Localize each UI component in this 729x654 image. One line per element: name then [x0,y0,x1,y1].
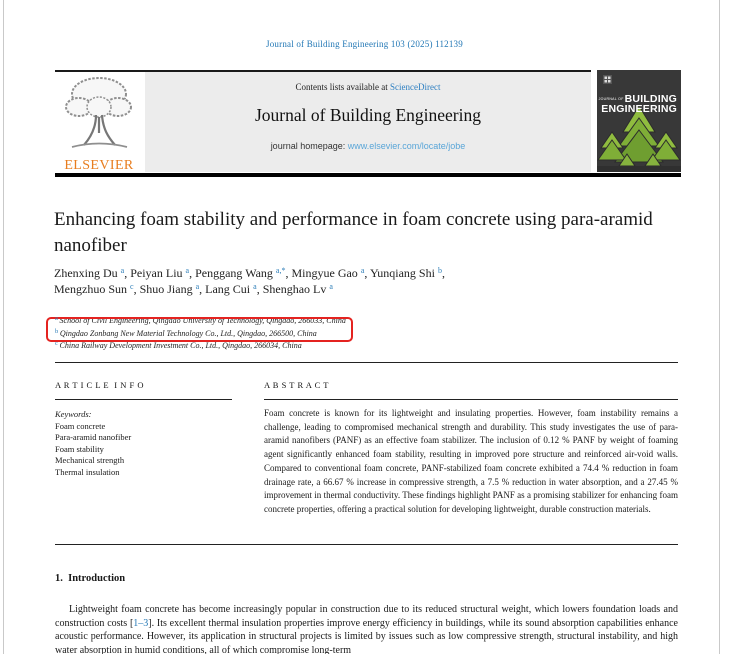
reference-citation-link[interactable]: 1–3 [133,617,149,629]
author-name: Shenghao Lv $^a$ [262,282,333,296]
author-name: Mengzhuo Sun $^c$, [54,282,137,296]
article-info-rule [55,399,232,400]
affiliation-mark: b [55,327,60,335]
section-heading-introduction: 1. Introduction [55,573,126,584]
paragraph-text: Lightweight foam concrete has become increasingly popular in construction due to its reduced structural weight, which lowers foundation loads and construction costs [ [55,604,678,629]
journal-title: Journal of Building Engineering [254,104,481,125]
keywords-list [55,421,232,479]
affiliation-highlighted: $^b$ Qingdao Zonbang New Material Technology Co., Ltd., Qingdao, 266500, China [55,327,317,338]
article-info-column [55,380,232,478]
author-list [54,266,674,298]
elsevier-tree-icon [62,73,136,153]
page-edge-right [719,0,720,654]
affiliation: $^c$ China Railway Development Investment Co., Ltd., Qingdao, 266034, China [55,340,302,350]
masthead-bottom-bar [55,173,681,178]
author-name: Yunqiang Shi $^b$, [369,266,445,280]
cover-line2: ENGINEERING [601,103,677,115]
running-head-citation: Journal of Building Engineering 103 (2025) 112139 [266,39,463,49]
affiliation-mark: a [55,315,60,322]
author-affiliation-mark: a,* [275,266,286,275]
author-affiliation-mark: b [437,266,442,275]
keyword-item: Para-aramid nanofiber [55,432,132,442]
contents-line [145,82,591,92]
keywords-block [55,409,232,478]
article-title: Enhancing foam stability and performance in foam concrete using para-aramid nanofiber [54,209,653,256]
affiliation: $^a$ School of Civil Engineering, Qingdao University of Technology, Qingdao, 266033, China [55,315,346,325]
author-name: Lang Cui $^a$, [205,282,260,296]
article-info-heading: A R T I C L E I N F O [55,380,145,390]
cover-art [597,70,681,172]
author-affiliation-mark: c [130,282,134,291]
elsevier-wordmark: ELSEVIER [64,158,134,173]
masthead-panel [145,72,591,173]
keywords-label: Keywords: [55,409,92,419]
cover-title [599,94,677,114]
journal-cover-thumbnail [597,70,681,172]
author-name: Shuo Jiang $^a$, [139,282,203,296]
keyword-item: Thermal insulation [55,466,120,477]
paragraph-text: ]. Its excellent thermal insulation properties improve energy efficiency in buildings, while its sound absorption capabilities enhance acoustic performance. However, its application in structural projects is limited by issues such as low compressive strength, structural instability, and high water absorption in humid conditions, all of which compromise long-term [55,617,678,654]
abstract-rule [264,399,678,400]
abstract-column [264,380,678,517]
sciencedirect-link[interactable]: ScienceDirect [390,81,441,92]
divider-top [55,362,678,363]
homepage-line [145,141,591,151]
keyword-item: Foam concrete [55,420,106,431]
abstract-text: Foam concrete is known for its lightweight and insulating properties. However, foam instability remains a challenge, leading to compromised mechanical strength and durability. This study investigates the use of para-aramid nanofibers (PANF) as an effective foam stabilizer. The inclusion of 0.12 % PANF by weight of foaming agent significantly enhanced foam stability, resulting in improved pore structure and reinforced air-void walls. Compared to conventional foam concrete, PANF-stabilized foam concrete exhibited a 74.4 % reduction in foam drainage rate, a 66.67 % increase in compressive strength, a 7.5 % reduction in water absorption, and a 27.45 % improvement in thermal conductivity. These findings highlight PANF as a promising stabilizer for enhancing foam concrete properties, offering a practical solution for developing lightweight, durable construction materials. [264,408,678,514]
elsevier-logo [55,73,143,172]
affiliation-list [55,315,675,353]
affiliation-mark: c [55,340,60,347]
author-affiliation-mark: a [253,282,257,291]
author-affiliation-mark: a [195,282,200,291]
page-edge-left [3,0,4,654]
author-affiliation-mark: a [120,266,125,275]
author-affiliation-mark: a [185,266,190,275]
keyword-item: Mechanical strength [55,455,125,465]
introduction-paragraph [55,603,678,654]
homepage-link[interactable]: www.elsevier.com/locate/jobe [347,140,466,151]
keyword-item: Foam stability [55,443,104,454]
author-name: Zhenxing Du $^a$, [54,266,128,280]
divider-bottom [55,544,678,545]
contents-prefix: Contents lists available at [295,81,390,92]
author-name: Mingyue Gao $^a$, [291,266,368,280]
author-name: Peiyan Liu $^a$, [130,266,193,280]
author-affiliation-mark: a [360,266,365,275]
homepage-prefix: journal homepage: [270,140,348,151]
author-affiliation-mark: a [329,282,333,291]
cover-line1: BUILDING [624,93,677,105]
cover-kicker: JOURNAL OF [598,97,624,101]
author-name: Penggang Wang $^{a,*}$, [195,266,289,280]
abstract-heading: A B S T R A C T [264,380,329,390]
